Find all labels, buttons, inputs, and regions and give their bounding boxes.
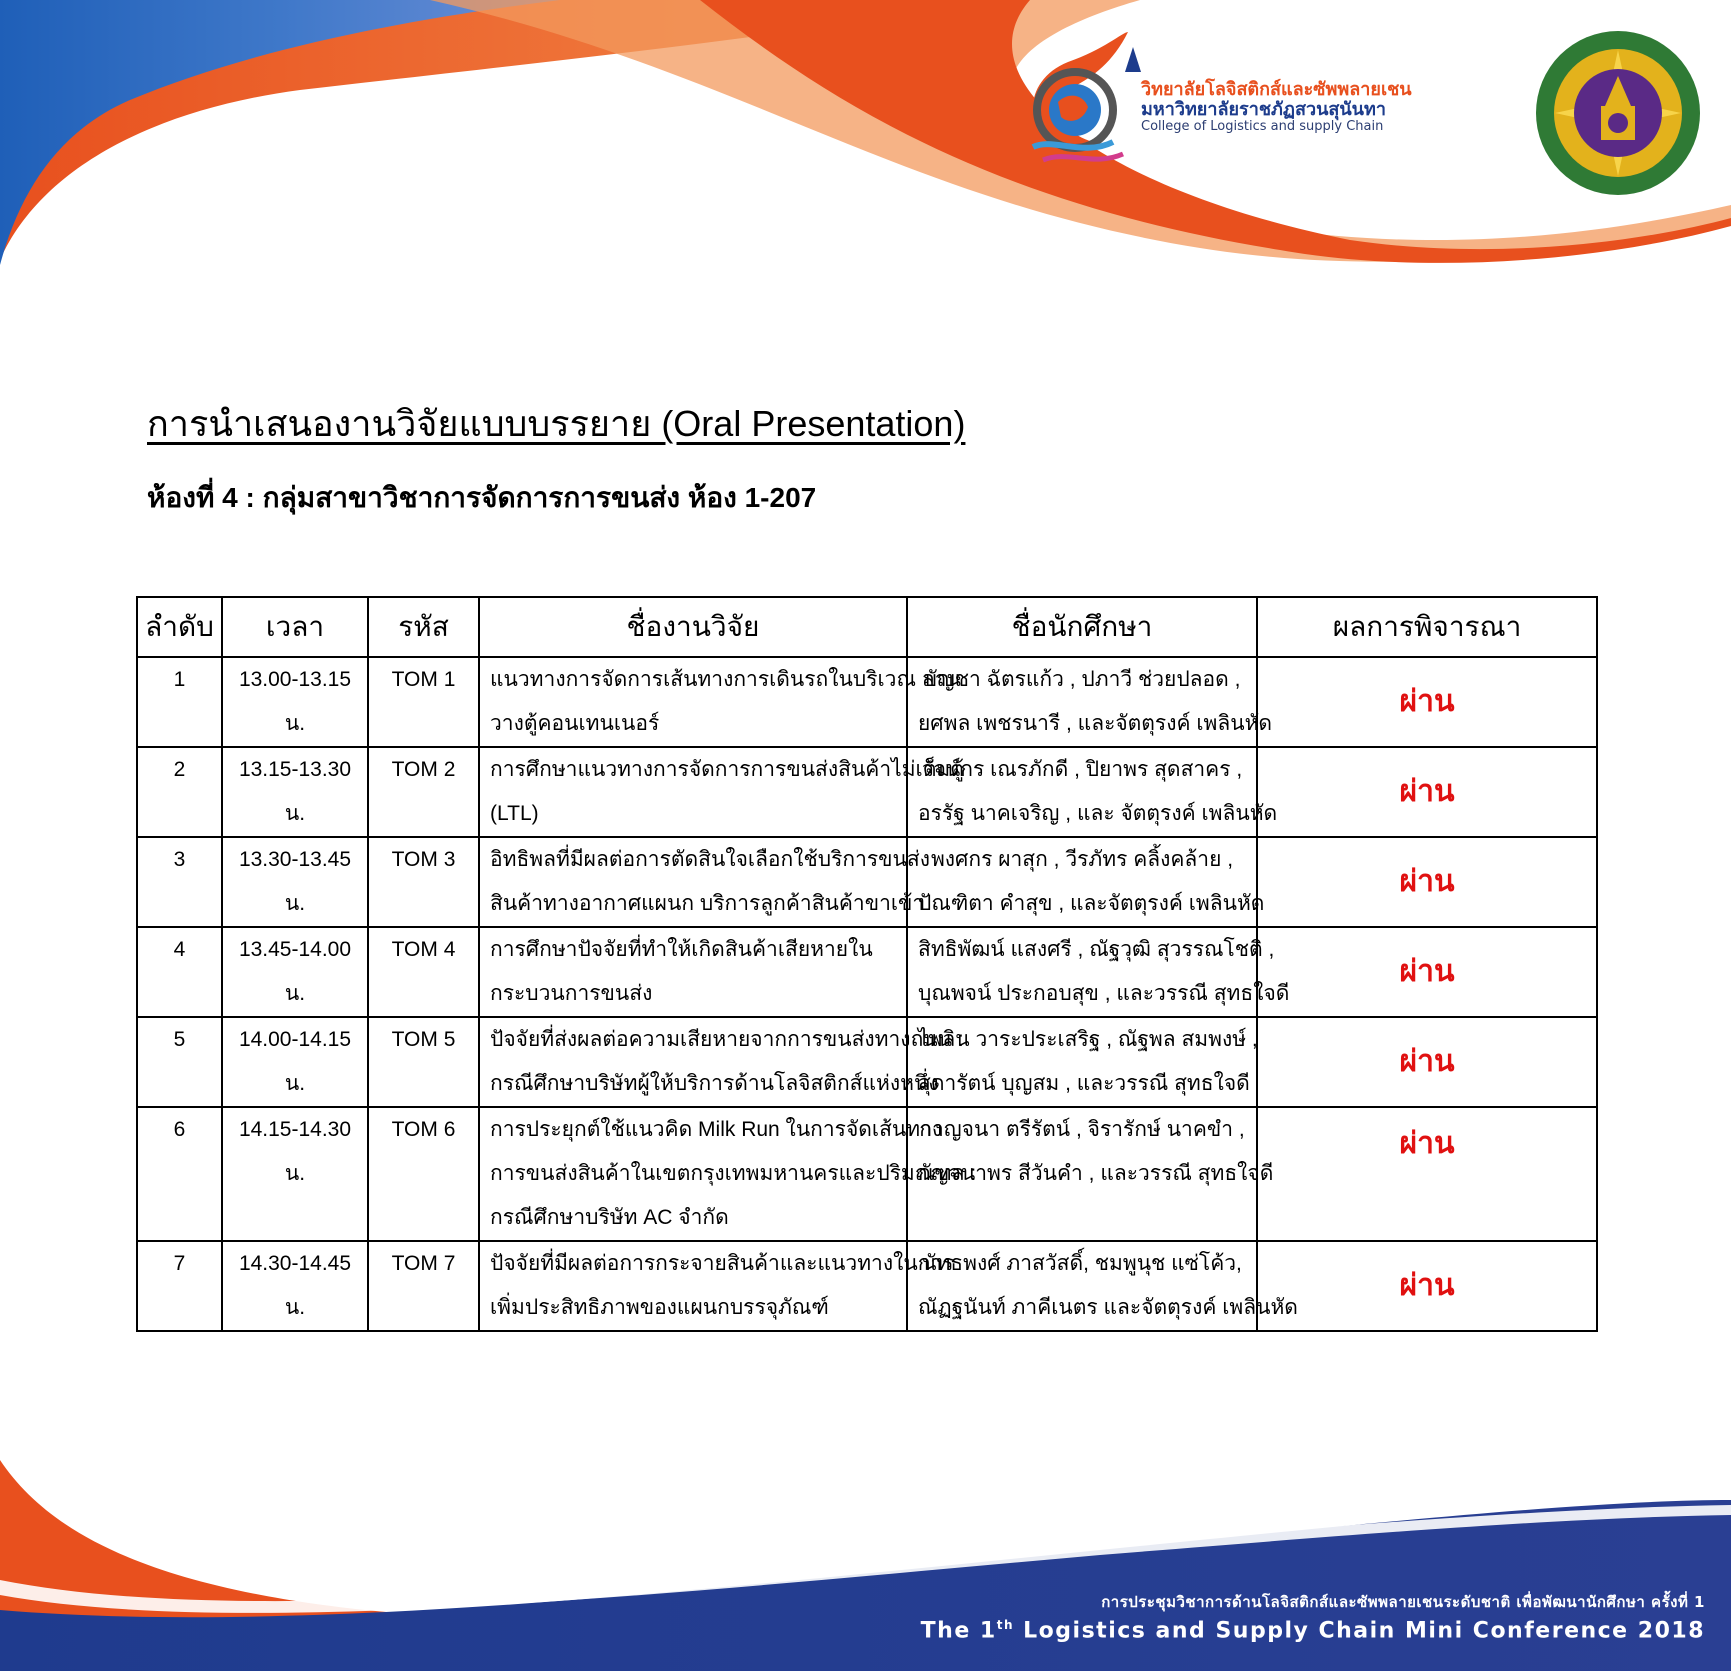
cell-time: 14.15-14.30 น. [222,1107,368,1241]
cell-students [907,927,1290,1017]
cell-title [479,927,907,1017]
cell-title [479,1107,977,1241]
cell-students [907,837,1265,927]
header-time: เวลา [222,597,368,657]
title-line: การศึกษาแนวทางการจัดการการขนส่งสินค้าไม่เต็มตู้ [490,758,964,781]
cell-time: 13.30-13.45 น. [222,837,368,927]
header-logos [1013,22,1713,212]
title-line: แนวทางการจัดการเส้นทางการเดินรถในบริเวณ ลาน [490,668,961,691]
page-title: การนำเสนองานวิจัยแบบบรรยาย (Oral Presentation) [147,403,966,444]
header-title: ชื่องานวิจัย [479,597,907,657]
title-line: กระบวนการขนส่ง [490,982,653,1005]
footer-conference-info [921,1590,1705,1643]
student-line: ยศพล เพชรนารี , และจัตตุรงค์ เพลินหัด [918,712,1273,735]
cell-result: ผ่าน [1257,747,1597,837]
cell-code: TOM 2 [368,747,479,837]
title-line: การศึกษาปัจจัยที่ทำให้เกิดสินค้าเสียหายใน [490,938,873,961]
cell-time: 13.00-13.15 น. [222,657,368,747]
table-row [137,747,1597,837]
title-line: ปัจจัยที่มีผลต่อการกระจายสินค้าและแนวทางในการ [490,1252,954,1275]
title-line: เพิ่มประสิทธิภาพของแผนกบรรจุภัณฑ์ [490,1296,829,1319]
cell-code: TOM 5 [368,1017,479,1107]
student-line: ณัฏฐนันท์ ภาคีเนตร และจัตตุรงค์ เพลินหัด [918,1296,1298,1319]
footer-en-suffix: Logistics and Supply Chain Mini Conference 2018 [1014,1618,1705,1644]
college-logo [1013,22,1473,172]
cell-time: 13.15-13.30 น. [222,747,368,837]
college-name-en: College of Logistics and supply Chain [1141,118,1384,134]
footer-en-prefix: The 1 [920,1618,997,1644]
footer-en-ordinal: th [996,1618,1014,1632]
header-no: ลำดับ [137,597,222,657]
cell-students [907,657,1273,747]
cell-code: TOM 4 [368,927,479,1017]
cell-title [479,837,930,927]
header-result: ผลการพิจารณา [1257,597,1597,657]
title-line: การขนส่งสินค้าในเขตกรุงเทพมหานครและปริมณฑล : [490,1162,977,1185]
student-line: สิทธิพัฒน์ แสงศรี , ณัฐวุฒิ สุวรรณโชติ , [918,938,1275,961]
cell-title [479,747,964,837]
student-line: สุดารัตน์ บุญสม , และวรรณี สุทธใจดี [918,1072,1250,1095]
cell-title [479,1241,954,1331]
title-line: กรณีศึกษาบริษัท AC จำกัด [490,1206,729,1229]
cell-title [479,657,961,747]
cell-students [907,1107,1274,1241]
header-students: ชื่อนักศึกษา [907,597,1257,657]
table-row [137,657,1597,747]
room-heading: ห้องที่ 4 : กลุ่มสาขาวิชาการจัดการการขนส่ง ห้อง 1-207 [147,482,817,513]
student-line: พงศกร ผาสุก , วีรภัทร คลิ้งคล้าย , [930,848,1234,871]
student-line: กัญจนาพร สีวันคำ , และวรรณี สุทธใจดี [918,1162,1274,1185]
college-name-th: วิทยาลัยโลจิสติกส์และซัพพลายเชน [1141,79,1412,100]
student-line: วัจน์กร เณรภักดี , ปิยาพร สุดสาคร , [921,758,1243,781]
title-line: สินค้าทางอากาศแผนก บริการลูกค้าสินค้าขาเข้า [490,892,925,915]
table-header-row [137,597,1597,657]
title-line: (LTL) [490,802,539,825]
header-code: รหัส [368,597,479,657]
cell-no: 1 [137,657,222,747]
cell-no: 2 [137,747,222,837]
cell-result: ผ่าน [1257,1017,1597,1107]
table-row [137,1107,1597,1241]
cell-result: ผ่าน [1257,837,1597,927]
student-line: ไพลิน วาระประเสริฐ , ณัฐพล สมพงษ์ , [918,1028,1258,1051]
presentation-schedule-table [136,596,1598,1332]
cell-code: TOM 7 [368,1241,479,1331]
cell-time: 13.45-14.00 น. [222,927,368,1017]
footer-title-th: การประชุมวิชาการด้านโลจิสติกส์และซัพพลายเชนระดับชาติ เพื่อพัฒนานักศึกษา ครั้งที่ 1 [1101,1593,1705,1611]
cell-result: ผ่าน [1257,1241,1597,1331]
title-line: กรณีศึกษาบริษัทผู้ให้บริการด้านโลจิสติกส์แห่งหนึ่ง [490,1072,939,1095]
table-row [137,1017,1597,1107]
cell-time: 14.00-14.15 น. [222,1017,368,1107]
cell-title [479,1017,964,1107]
student-line: กาญจนา ตรีรัตน์ , จิรารักษ์ นาคขำ , [919,1118,1245,1141]
title-line: อิทธิพลที่มีผลต่อการตัดสินใจเลือกใช้บริการขนส่ง [490,848,930,871]
cell-no: 3 [137,837,222,927]
table-row [137,837,1597,927]
cell-no: 6 [137,1107,222,1241]
student-line: อรรัฐ นาคเจริญ , และ จัตตุรงค์ เพลินหัด [918,802,1278,825]
footer-title-en [921,1618,1705,1643]
cell-result: ผ่าน [1257,927,1597,1017]
cell-no: 4 [137,927,222,1017]
cell-no: 7 [137,1241,222,1331]
cell-students [907,1241,1298,1331]
table-row [137,927,1597,1017]
cell-result: ผ่าน [1257,657,1597,747]
university-seal-icon [1523,28,1713,198]
title-line: การประยุกต์ใช้แนวคิด Milk Run ในการจัดเส้นทาง [490,1118,943,1141]
title-line: ปัจจัยที่ส่งผลต่อความเสียหายจากการขนส่งทางถนน : [490,1028,964,1051]
student-line: นัทธพงศ์ ภาสวัสดิ์, ชมพูนุช แซ่โค้ว, [922,1252,1242,1275]
cell-result: ผ่าน [1257,1107,1597,1241]
college-emblem-icon [1013,32,1143,172]
cell-time: 14.30-14.45 น. [222,1241,368,1331]
cell-students [907,1017,1257,1107]
cell-code: TOM 1 [368,657,479,747]
table-row [137,1241,1597,1331]
student-line: บัญชา ฉัตรแก้ว , ปภาวี ช่วยปลอด , [923,668,1241,691]
cell-no: 5 [137,1017,222,1107]
cell-code: TOM 6 [368,1107,479,1241]
student-line: บุณพจน์ ประกอบสุข , และวรรณี สุทธใจดี [918,982,1290,1005]
student-line: ปัณฑิตา คำสุข , และจัตตุรงค์ เพลินหัด [918,892,1265,915]
cell-students [907,747,1278,837]
title-line: วางตู้คอนเทนเนอร์ [490,712,660,735]
university-name-th: มหาวิทยาลัยราชภัฏสวนสุนันทา [1141,98,1386,120]
cell-code: TOM 3 [368,837,479,927]
